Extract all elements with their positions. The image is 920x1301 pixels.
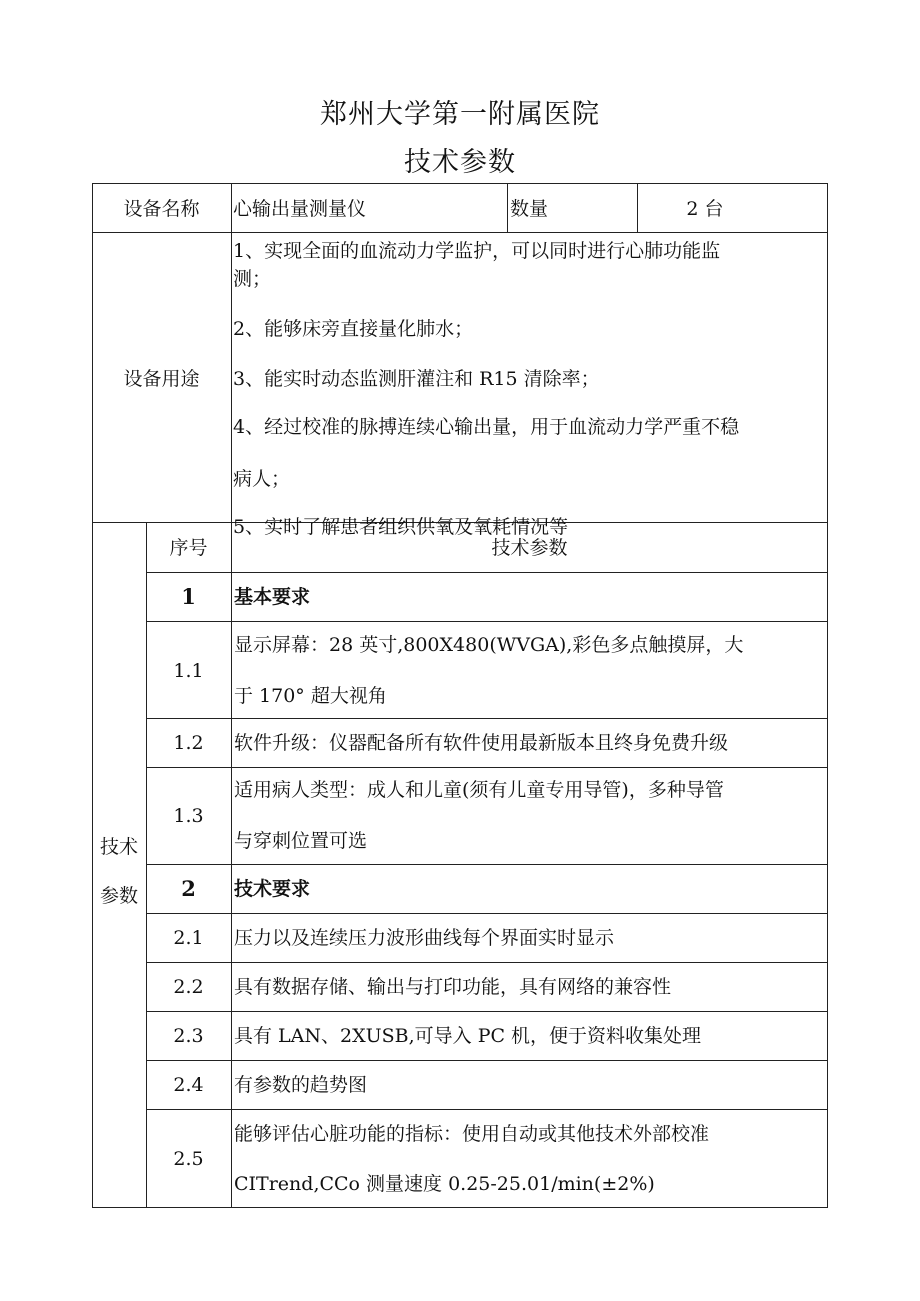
purpose-content <box>233 232 823 538</box>
row-index: 2 <box>181 876 196 901</box>
spec-side-label-1: 技术 <box>99 836 138 858</box>
row-index: 2.3 <box>173 1025 204 1047</box>
row-index: 1.2 <box>173 732 204 754</box>
document-title: 技术参数 <box>404 147 516 178</box>
row-index: 2.4 <box>173 1074 204 1096</box>
purpose-line: 4、经过校准的脉搏连续心输出量，用于血流动力学严重不稳 <box>233 416 740 438</box>
row-index: 2.2 <box>173 976 204 998</box>
row-index: 2.1 <box>173 927 204 949</box>
quantity-value: 2 台 <box>686 198 724 220</box>
purpose-label: 设备用途 <box>123 368 200 390</box>
row-text-cont: 于 170° 超大视角 <box>234 685 387 707</box>
spec-side-label-2: 参数 <box>99 885 138 907</box>
row-index: 1.3 <box>173 805 204 827</box>
row-index: 2.5 <box>173 1148 204 1170</box>
purpose-line: 3、能实时动态监测肝灌注和 R15 清除率； <box>233 368 600 390</box>
device-name-label: 设备名称 <box>123 198 200 220</box>
purpose-line: 2、能够床旁直接量化肺水； <box>233 318 474 340</box>
row-index: 1 <box>181 584 196 609</box>
row-text: 显示屏幕：28 英寸,800X480(WVGA),彩色多点触摸屏，大 <box>234 634 744 656</box>
purpose-line: 1、实现全面的血流动力学监护，可以同时进行心肺功能监 <box>233 240 721 262</box>
column-header-param: 技术参数 <box>491 537 568 559</box>
row-text-cont: 与穿刺位置可选 <box>234 830 368 852</box>
row-text: 软件升级：仪器配备所有软件使用最新版本且终身免费升级 <box>234 732 729 754</box>
purpose-line: 5、实时了解患者组织供氧及氧耗情况等 <box>233 516 569 538</box>
row-text: 能够评估心脏功能的指标：使用自动或其他技术外部校准 <box>234 1123 710 1145</box>
row-text: 具有数据存储、输出与打印功能，具有网络的兼容性 <box>234 976 672 998</box>
row-text: 基本要求 <box>234 586 311 608</box>
row-text: 适用病人类型：成人和儿童(须有儿童专用导管)，多种导管 <box>234 779 724 801</box>
row-text: 具有 LAN、2XUSB,可导入 PC 机，便于资料收集处理 <box>234 1025 702 1047</box>
column-header-index: 序号 <box>169 537 208 559</box>
device-name-value: 心输出量测量仪 <box>233 198 367 220</box>
row-text: 压力以及连续压力波形曲线每个界面实时显示 <box>234 927 615 949</box>
purpose-line: 病人； <box>233 468 291 490</box>
hospital-title: 郑州大学第一附属医院 <box>320 99 600 130</box>
quantity-label: 数量 <box>510 198 549 220</box>
purpose-line: 测； <box>233 268 272 290</box>
row-text: 有参数的趋势图 <box>234 1074 368 1096</box>
row-index: 1.1 <box>173 660 204 682</box>
row-text: 技术要求 <box>234 878 311 900</box>
row-text-cont: CITrend,CCo 测量速度 0.25-25.01/min(±2%) <box>234 1173 655 1195</box>
